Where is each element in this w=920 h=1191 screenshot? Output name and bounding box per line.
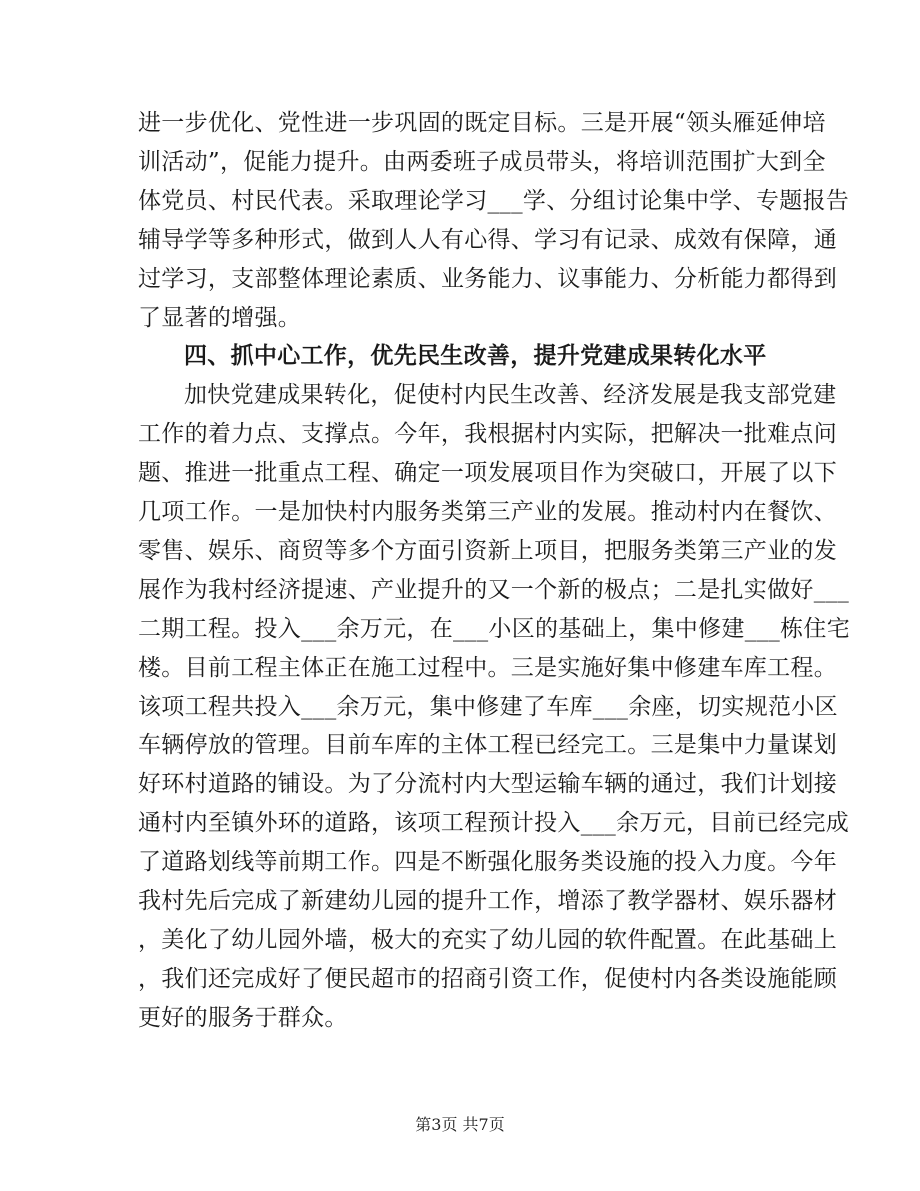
paragraph-line: 展作为我村经济提速、产业提升的又一个新的极点；二是扎实做好___: [138, 577, 850, 603]
paragraph-line: 进一步优化、党性进一步巩固的既定目标。三是开展“领头雁延伸培: [138, 110, 826, 136]
paragraph-line: ，美化了幼儿园外墙，极大的充实了幼儿园的软件配置。在此基础上: [138, 927, 837, 953]
paragraph-line: 加快党建成果转化，促使村内民生改善、经济发展是我支部党建: [184, 382, 837, 408]
paragraph-line: 过学习，支部整体理论素质、业务能力、议事能力、分析能力都得到: [138, 266, 837, 292]
paragraph-line: 好环村道路的铺设。为了分流村内大型运输车辆的通过，我们计划接: [138, 771, 837, 797]
paragraph-line: 辅导学等多种形式，做到人人有心得、学习有记录、成效有保障，通: [138, 227, 837, 253]
paragraph-line: 训活动”，促能力提升。由两委班子成员带头，将培训范围扩大到全: [138, 149, 826, 175]
section-heading: 四、抓中心工作，优先民生改善，提升党建成果转化水平: [184, 342, 767, 369]
paragraph-line: 零售、娱乐、商贸等多个方面引资新上项目，把服务类第三产业的发: [138, 538, 837, 564]
paragraph-line: 了道路划线等前期工作。四是不断强化服务类设施的投入力度。今年: [138, 849, 837, 875]
paragraph-line: 我村先后完成了新建幼儿园的提升工作，增添了教学器材、娱乐器材: [138, 888, 837, 914]
paragraph-line: 该项工程共投入___余万元，集中修建了车库___余座，切实规范小区: [138, 694, 838, 720]
paragraph-line: 楼。目前工程主体正在施工过程中。三是实施好集中修建车库工程。: [138, 655, 837, 681]
paragraph-line: 更好的服务于群众。: [138, 1005, 348, 1031]
paragraph-line: 体党员、村民代表。采取理论学习___学、分组讨论集中学、专题报告: [138, 188, 850, 214]
paragraph-line: ，我们还完成好了便民超市的招商引资工作，促使村内各类设施能顾: [138, 966, 837, 992]
paragraph-line: 几项工作。一是加快村内服务类第三产业的发展。推动村内在餐饮、: [138, 499, 837, 525]
paragraph-line: 车辆停放的管理。目前车库的主体工程已经完工。三是集中力量谋划: [138, 732, 837, 758]
page-number-footer: 第3页 共7页: [415, 1115, 505, 1134]
paragraph-line: 通村内至镇外环的道路，该项工程预计投入___余万元，目前已经完成: [138, 810, 850, 836]
paragraph-line: 二期工程。投入___余万元，在___小区的基础上，集中修建___栋住宅: [138, 616, 850, 642]
paragraph-line: 工作的着力点、支撑点。今年，我根据村内实际，把解决一批难点问: [138, 421, 837, 447]
paragraph-line: 题、推进一批重点工程、确定一项发展项目作为突破口，开展了以下: [138, 460, 837, 486]
paragraph-line: 了显著的增强。: [138, 305, 302, 331]
